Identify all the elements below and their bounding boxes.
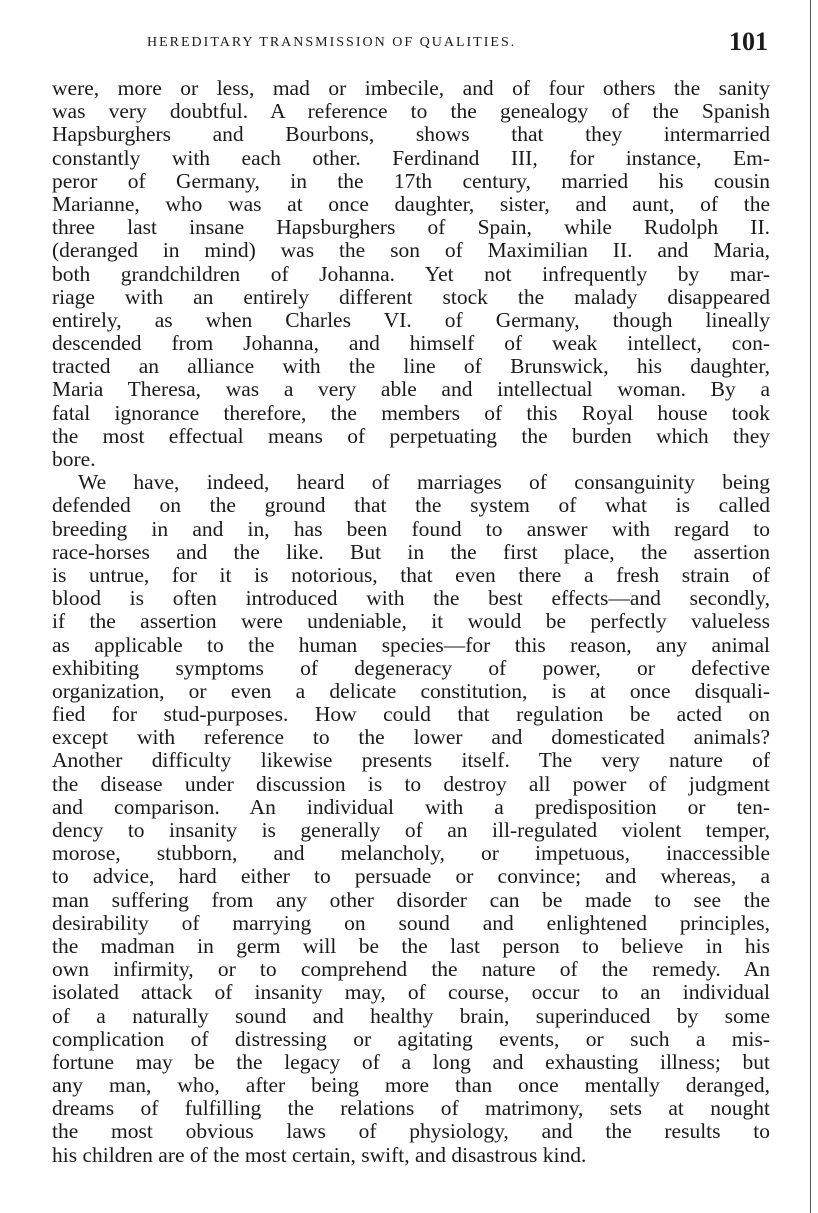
running-head: HEREDITARY TRANSMISSION OF QUALITIES. — [147, 35, 517, 50]
text-line: the madman in germ will be the last person to believe in his — [52, 933, 770, 958]
text-line: fied for stud-purposes. How could that regulation be acted on — [52, 702, 770, 727]
text-line: race-horses and the like. But in the first place, the assertion — [52, 539, 770, 564]
text-line: and comparison. An individual with a predisposition or ten- — [52, 794, 770, 819]
text-line: Hapsburghers and Bourbons, shows that they intermarried — [52, 122, 770, 147]
text-line: breeding in and in, has been found to answer with regard to — [52, 516, 770, 541]
text-line: fortune may be the legacy of a long and exhausting illness; but — [52, 1049, 770, 1074]
text-line: We have, indeed, heard of marriages of consanguinity being — [78, 470, 770, 495]
text-line: dreams of fulfilling the relations of matrimony, sets at nought — [52, 1096, 770, 1121]
text-line: constantly with each other. Ferdinand III, for instance, Em- — [52, 145, 770, 170]
page-header — [52, 22, 770, 62]
text-line: if the assertion were undeniable, it would be perfectly valueless — [52, 609, 770, 634]
body-text — [52, 77, 770, 1167]
page-number: 101 — [729, 27, 768, 56]
text-line: exhibiting symptoms of degeneracy of power, or defective — [52, 655, 770, 680]
text-line: man suffering from any other disorder can be made to see the — [52, 887, 770, 912]
text-line: dency to insanity is generally of an ill-regulated violent temper, — [52, 818, 770, 842]
text-line: the disease under discussion is to destroy all power of judgment — [52, 771, 770, 796]
text-line: were, more or less, mad or imbecile, and of four others the sanity — [52, 76, 770, 100]
text-line: bore. — [52, 447, 96, 471]
text-line: Another difficulty likewise presents itself. The very nature of — [52, 748, 770, 773]
text-line: three last insane Hapsburghers of Spain, while Rudolph II. — [52, 215, 770, 240]
text-line: was very doubtful. A reference to the genealogy of the Spanish — [52, 99, 770, 124]
paragraph — [52, 471, 770, 1167]
text-line: the most effectual means of perpetuating the burden which they — [52, 423, 770, 448]
text-line: morose, stubborn, and melancholy, or impetuous, inaccessible — [52, 841, 770, 866]
text-line: riage with an entirely different stock the malady disappeared — [52, 284, 770, 309]
text-line: Maria Theresa, was a very able and intellectual woman. By a — [52, 377, 770, 402]
text-line: peror of Germany, in the 17th century, married his cousin — [52, 168, 770, 193]
text-line: organization, or even a delicate constitution, is at once disquali- — [52, 678, 770, 703]
paragraph — [52, 77, 770, 471]
text-line: own infirmity, or to comprehend the nature of the remedy. An — [52, 957, 770, 982]
text-line: descended from Johanna, and himself of weak intellect, con- — [52, 331, 770, 356]
text-line: his children are of the most certain, swift, and disastrous kind. — [52, 1142, 587, 1167]
text-line: Marianne, who was at once daughter, sister, and aunt, of the — [52, 191, 770, 216]
text-line: desirability of marrying on sound and enlightened principles, — [52, 910, 770, 935]
text-line: both grandchildren of Johanna. Yet not infrequently by mar- — [52, 261, 770, 286]
text-line: blood is often introduced with the best effects—and secondly, — [52, 586, 770, 611]
text-line: (deranged in mind) was the son of Maximilian II. and Maria, — [52, 238, 770, 263]
text-line: the most obvious laws of physiology, and the results to — [52, 1119, 770, 1144]
text-line: any man, who, after being more than once mentally deranged, — [52, 1073, 770, 1098]
text-line: tracted an alliance with the line of Brunswick, his daughter, — [52, 354, 770, 379]
text-line: is untrue, for it is notorious, that even there a fresh strain of — [52, 562, 770, 587]
text-line: fatal ignorance therefore, the members of this Royal house took — [52, 400, 770, 425]
text-line: complication of distressing or agitating events, or such a mis- — [52, 1026, 770, 1051]
text-line: defended on the ground that the system of what is called — [52, 493, 770, 518]
text-line: except with reference to the lower and domesticated animals? — [52, 725, 770, 750]
text-line: isolated attack of insanity may, of course, occur to an individual — [52, 980, 770, 1005]
text-line: of a naturally sound and healthy brain, superinduced by some — [52, 1003, 770, 1028]
text-line: to advice, hard either to persuade or convince; and whereas, a — [52, 864, 770, 889]
text-line: entirely, as when Charles VI. of Germany, though lineally — [52, 307, 770, 332]
page-edge-rule — [810, 0, 811, 1213]
text-line: as applicable to the human species—for this reason, any animal — [52, 632, 770, 657]
